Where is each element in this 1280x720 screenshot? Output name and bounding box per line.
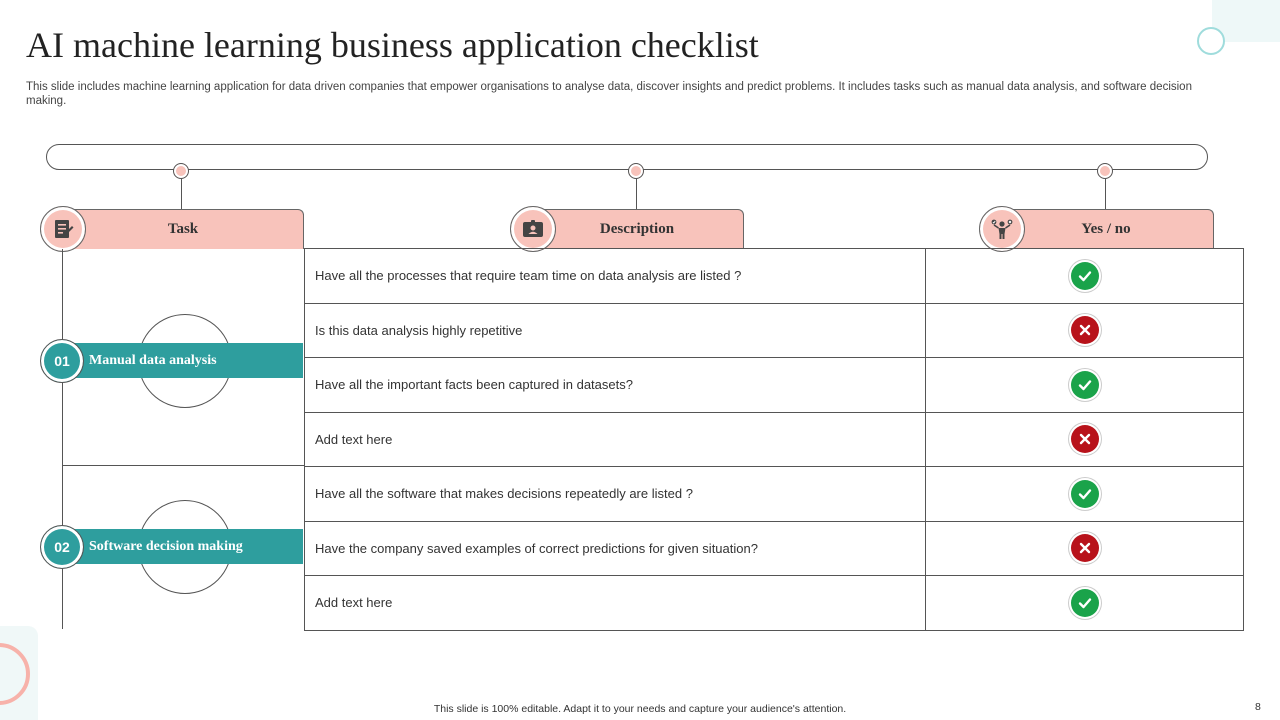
cross-icon — [1071, 425, 1099, 453]
table-row — [304, 304, 1244, 359]
task-label-band — [72, 529, 303, 564]
yes-no-header-label: Yes / no — [1081, 221, 1131, 237]
ring-decoration — [1197, 27, 1225, 55]
description-cell: Is this data analysis highly repetitive — [304, 304, 926, 358]
task-header — [62, 209, 304, 249]
check-icon — [1071, 371, 1099, 399]
status-cell — [926, 522, 1244, 576]
task-label: Manual data analysis — [89, 352, 217, 368]
cross-icon — [1071, 316, 1099, 344]
table-row — [304, 467, 1244, 522]
slide-title: AI machine learning business application checklist — [26, 25, 759, 65]
table-row — [304, 576, 1244, 631]
task-number-badge — [40, 525, 84, 569]
checklist-icon — [40, 206, 86, 252]
cross-icon — [1071, 534, 1099, 562]
description-cell: Have all the processes that require team time on data analysis are listed ? — [304, 249, 926, 303]
status-cell — [926, 249, 1244, 303]
footer-note: This slide is 100% editable. Adapt it to your needs and capture your audience's attention. — [433, 703, 847, 715]
status-cell — [926, 467, 1244, 521]
checklist-table — [304, 248, 1244, 631]
task-separator — [62, 465, 304, 466]
task-number: 02 — [54, 539, 70, 555]
id-card-icon — [510, 206, 556, 252]
check-icon — [1071, 480, 1099, 508]
task-number-badge — [40, 339, 84, 383]
timeline-dot — [628, 163, 644, 179]
status-cell — [926, 576, 1244, 630]
description-cell: Have all the software that makes decisions repeatedly are listed ? — [304, 467, 926, 521]
yes-no-header — [998, 209, 1214, 249]
table-row — [304, 413, 1244, 468]
person-decision-icon — [979, 206, 1025, 252]
timeline-dot — [1097, 163, 1113, 179]
status-cell — [926, 304, 1244, 358]
task-header-label: Task — [167, 221, 199, 237]
status-cell — [926, 413, 1244, 467]
slide-subtitle: This slide includes machine learning application for data driven companies that empower organisations to analyse data, discover insights and predict problems. It includes tasks such as manual data analysis, and software decision making. — [26, 81, 1192, 107]
timeline-dot — [173, 163, 189, 179]
check-icon — [1071, 262, 1099, 290]
task-label-band — [72, 343, 303, 378]
table-row — [304, 358, 1244, 413]
check-icon — [1071, 589, 1099, 617]
page-number: 8 — [1255, 701, 1261, 713]
table-row — [304, 522, 1244, 577]
description-header-label: Description — [599, 221, 675, 237]
description-cell: Add text here — [304, 413, 926, 467]
status-cell — [926, 358, 1244, 412]
timeline-bar — [46, 144, 1208, 170]
table-row — [304, 249, 1244, 304]
description-header — [530, 209, 744, 249]
task-number: 01 — [54, 353, 70, 369]
description-cell: Add text here — [304, 576, 926, 630]
task-label: Software decision making — [89, 538, 243, 554]
description-cell: Have the company saved examples of correct predictions for given situation? — [304, 522, 926, 576]
description-cell: Have all the important facts been captured in datasets? — [304, 358, 926, 412]
